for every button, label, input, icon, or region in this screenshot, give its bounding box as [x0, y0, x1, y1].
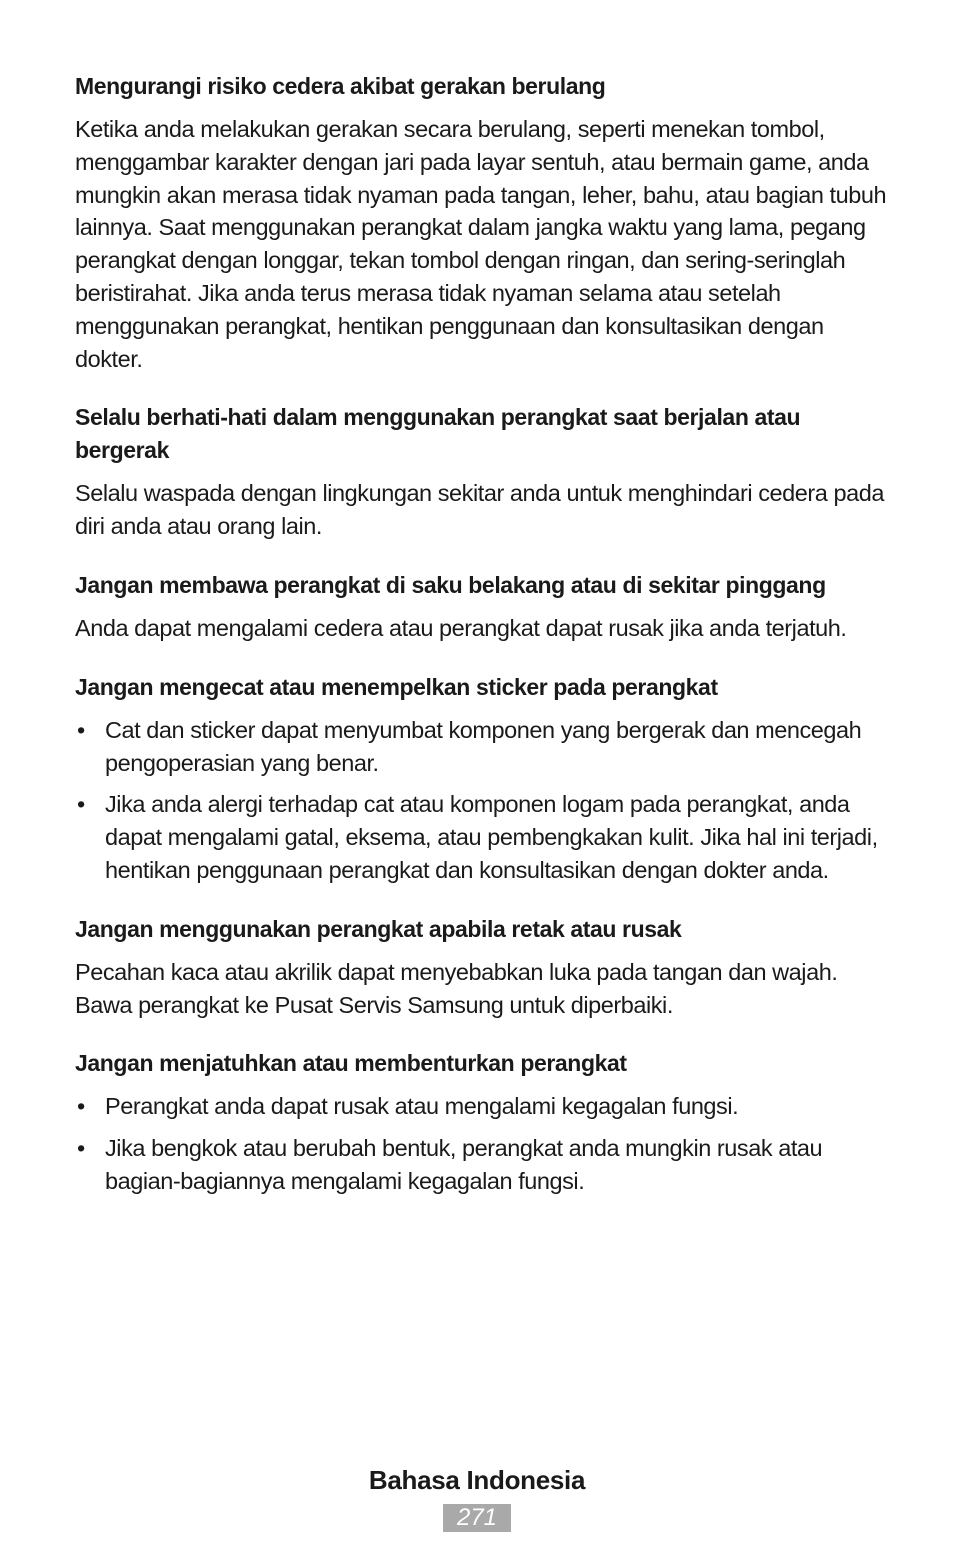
document-body — [75, 70, 890, 1224]
bullet-list — [75, 714, 890, 887]
list-item — [75, 1132, 890, 1198]
list-item — [75, 1090, 890, 1123]
bullet-icon: • — [77, 1093, 85, 1120]
page-footer — [0, 1462, 954, 1532]
page-number: 271 — [443, 1504, 511, 1532]
section-paragraph: Selalu waspada dengan lingkungan sekitar anda untuk menghindari cedera pada diri anda atau orang lain. — [75, 480, 884, 540]
list-item — [75, 714, 890, 780]
bullet-list — [75, 1090, 890, 1197]
section-heading: Mengurangi risiko cedera akibat gerakan berulang — [75, 73, 606, 99]
page-number-container — [0, 1504, 954, 1532]
section-walking-moving — [75, 401, 890, 543]
list-item-text: Perangkat anda dapat rusak atau mengalami kegagalan fungsi. — [105, 1093, 739, 1120]
section-heading: Jangan mengecat atau menempelkan sticker pada perangkat — [75, 673, 718, 700]
section-drop-impact — [75, 1047, 890, 1197]
list-item — [75, 788, 890, 886]
section-heading: Jangan membawa perangkat di saku belakang atau di sekitar pinggang — [75, 571, 826, 598]
section-heading: Selalu berhati-hati dalam menggunakan perangkat saat berjalan atau bergerak — [75, 404, 801, 464]
section-heading: Jangan menjatuhkan atau membenturkan perangkat — [75, 1050, 627, 1077]
footer-language: Bahasa Indonesia — [368, 1465, 586, 1495]
bullet-icon: • — [77, 1135, 85, 1162]
section-cracked-broken — [75, 913, 890, 1022]
section-paragraph: Anda dapat mengalami cedera atau perangkat dapat rusak jika anda terjatuh. — [75, 614, 847, 641]
list-item-text: Jika anda alergi terhadap cat atau komponen logam pada perangkat, anda dapat mengalami gatal, eksema, atau pembengkakan kulit. Jika hal ini terjadi, hentikan penggunaan perangkat dan konsultasikan dengan dokter anda. — [105, 791, 878, 883]
section-paragraph: Ketika anda melakukan gerakan secara berulang, seperti menekan tombol, menggambar karakter dengan jari pada layar sentuh, atau bermain game, anda mungkin akan merasa tidak nyaman pada tangan, leher, bahu, atau bagian tubuh lainnya. Saat menggunakan perangkat dalam jangka waktu yang lama, pegang perangkat dengan longgar, tekan tombol dengan ringan, dan sering-seringlah beristirahat. Jika anda terus merasa tidak nyaman selama atau setelah menggunakan perangkat, hentikan penggunaan dan konsultasikan dengan dokter. — [75, 116, 887, 372]
bullet-icon: • — [77, 716, 85, 743]
section-paragraph: Pecahan kaca atau akrilik dapat menyebabkan luka pada tangan dan wajah. Bawa perangkat ke Pusat Servis Samsung untuk diperbaiki. — [75, 958, 838, 1018]
section-back-pocket — [75, 569, 890, 645]
section-heading: Jangan menggunakan perangkat apabila retak atau rusak — [75, 915, 682, 942]
section-paint-sticker — [75, 671, 890, 887]
list-item-text: Cat dan sticker dapat menyumbat komponen yang bergerak dan mencegah pengoperasian yang benar. — [105, 716, 862, 776]
bullet-icon: • — [77, 791, 85, 818]
section-repetitive-motion — [75, 70, 890, 375]
list-item-text: Jika bengkok atau berubah bentuk, perangkat anda mungkin rusak atau bagian-bagiannya mengalami kegagalan fungsi. — [105, 1135, 823, 1194]
